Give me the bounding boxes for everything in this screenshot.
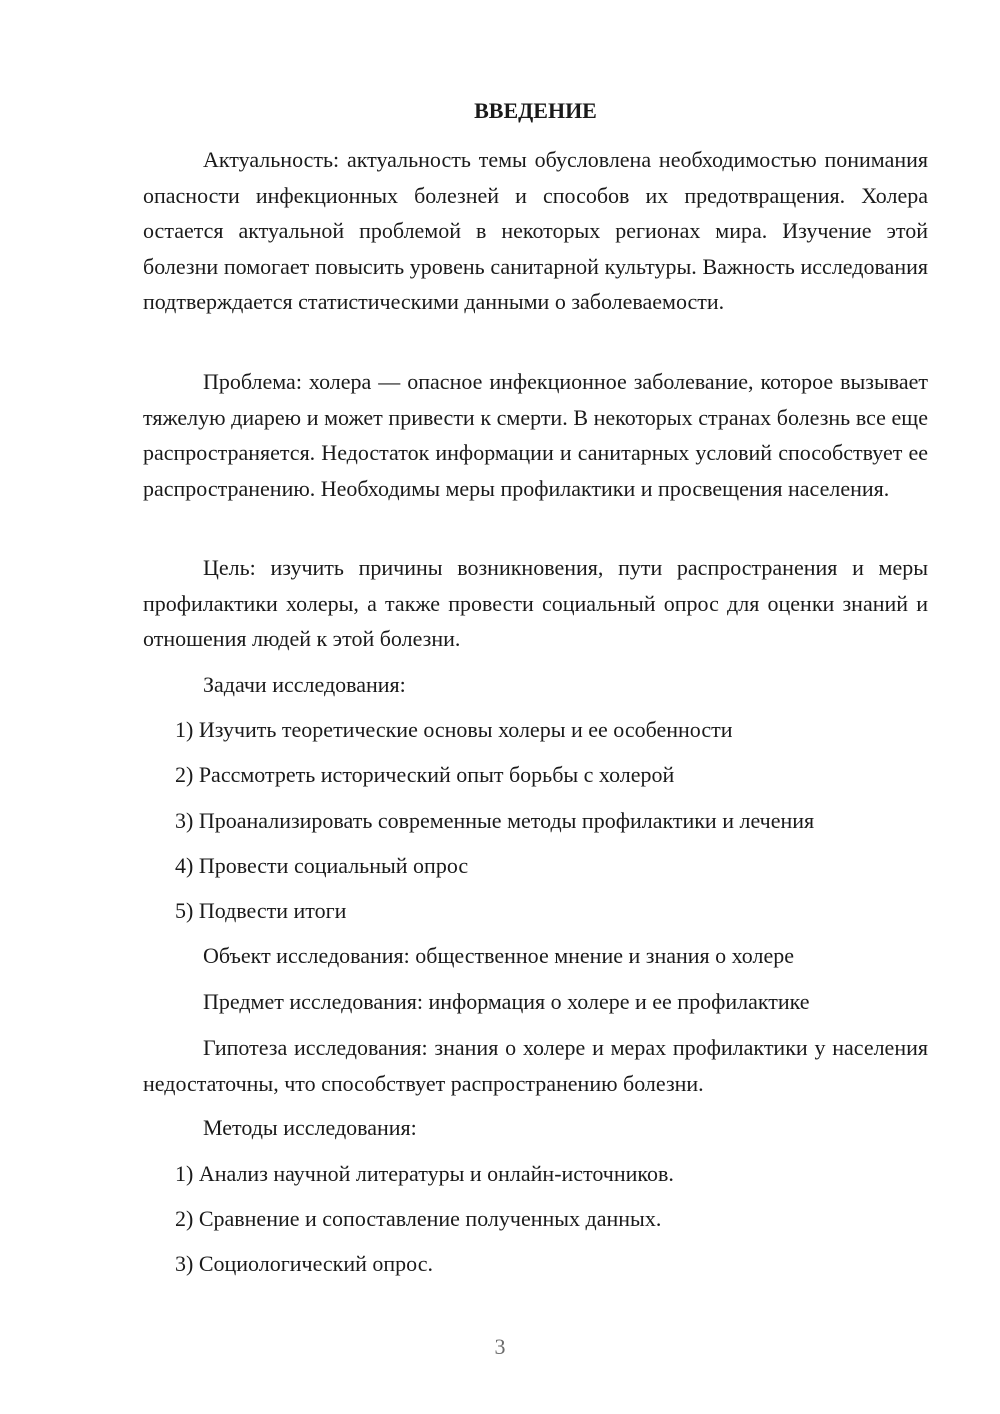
task-item: 1) Изучить теоретические основы холеры и ее особенности	[175, 717, 733, 742]
tasks-label: Задачи исследования:	[203, 672, 406, 697]
hypothesis-paragraph: Гипотеза исследования: знания о холере и мерах профилактики у населения недостаточны, что способствует распространению болезни.	[143, 1035, 928, 1096]
relevance-paragraph: Актуальность: актуальность темы обусловлена необходимостью понимания опасности инфекционных болезней и способов их предотвращения. Холера остается актуальной проблемой в некоторых регионах мира. Изучение этой болезни помогает повысить уровень санитарной культуры. Важность исследования подтверждается статистическими данными о заболеваемости.	[143, 147, 928, 314]
goal-paragraph: Цель: изучить причины возникновения, пути распространения и меры профилактики холеры, а также провести социальный опрос для оценки знаний и отношения людей к этой болезни.	[143, 555, 928, 651]
page-number: 3	[494, 1334, 506, 1359]
subject-line: Предмет исследования: информация о холере и ее профилактике	[203, 989, 810, 1014]
object-line: Объект исследования: общественное мнение и знания о холере	[203, 943, 795, 968]
method-item: 2) Сравнение и сопоставление полученных данных.	[175, 1206, 662, 1231]
task-item: 4) Провести социальный опрос	[175, 853, 469, 878]
task-item: 3) Проанализировать современные методы профилактики и лечения	[175, 808, 815, 833]
task-item: 2) Рассмотреть исторический опыт борьбы с холерой	[175, 762, 675, 787]
problem-paragraph: Проблема: холера — опасное инфекционное заболевание, которое вызывает тяжелую диарею и может привести к смерти. В некоторых странах болезнь все еще распространяется. Недостаток информации и санитарных условий способствует ее распространению. Необходимы меры профилактики и просвещения населения.	[143, 369, 928, 501]
method-item: 3) Социологический опрос.	[175, 1251, 433, 1276]
methods-label: Методы исследования:	[203, 1115, 417, 1140]
task-item: 5) Подвести итоги	[175, 898, 347, 923]
method-item: 1) Анализ научной литературы и онлайн-источников.	[175, 1161, 674, 1186]
page-title: ВВЕДЕНИЕ	[474, 98, 597, 123]
